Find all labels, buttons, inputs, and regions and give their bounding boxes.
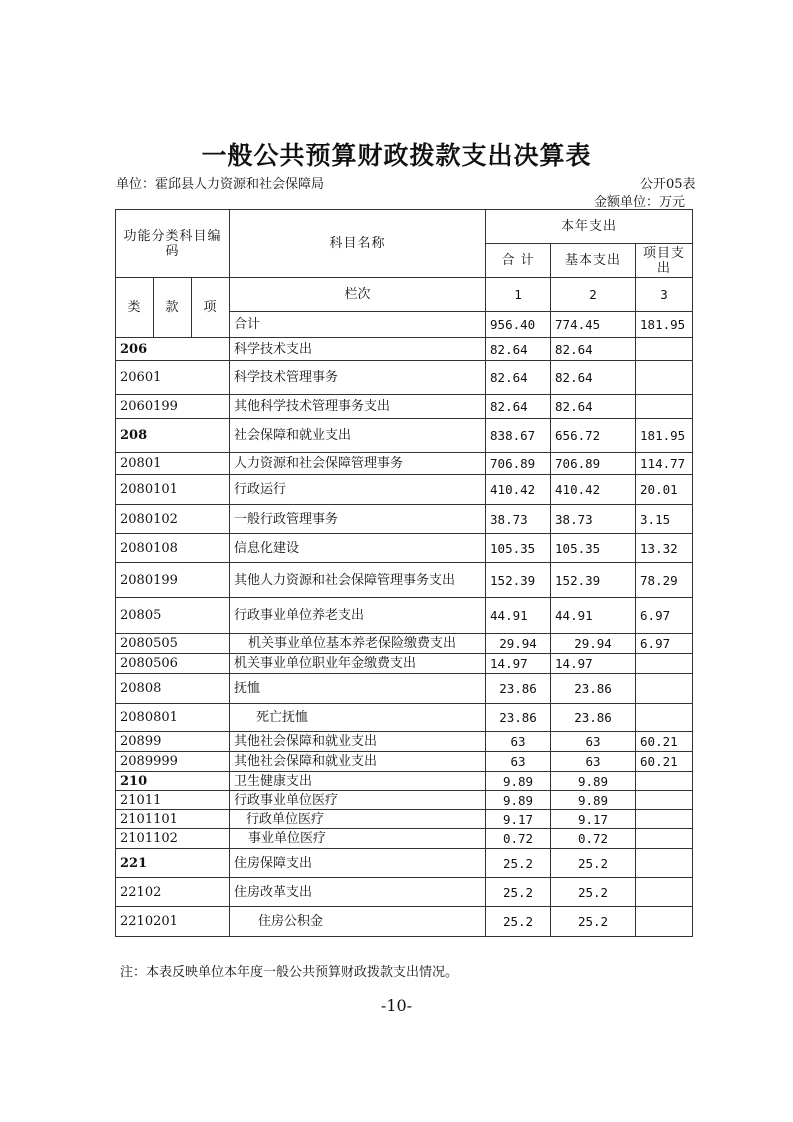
row-project [636, 772, 693, 791]
row-subject-name: 其他人力资源和社会保障管理事务支出 [230, 563, 486, 598]
row-code: 22102 [116, 878, 230, 907]
row-basic: 23.86 [551, 704, 636, 732]
summary-project: 181.95 [636, 312, 693, 338]
row-project: 60.21 [636, 732, 693, 752]
row-project: 13.32 [636, 534, 693, 563]
row-subject-name: 住房公积金 [230, 907, 486, 937]
row-total: 38.73 [486, 505, 551, 534]
row-project: 181.95 [636, 419, 693, 453]
table-row [116, 791, 693, 810]
row-total: 152.39 [486, 563, 551, 598]
row-code: 20801 [116, 453, 230, 475]
table-row [116, 849, 693, 878]
row-code: 2080102 [116, 505, 230, 534]
row-code: 221 [116, 849, 230, 878]
header-total: 合 计 [486, 244, 551, 278]
row-total: 25.2 [486, 878, 551, 907]
row-basic: 656.72 [551, 419, 636, 453]
row-total: 14.97 [486, 654, 551, 674]
row-basic: 9.17 [551, 810, 636, 829]
row-total: 63 [486, 732, 551, 752]
row-subject-name: 行政运行 [230, 475, 486, 505]
row-code: 2080505 [116, 634, 230, 654]
row-project [636, 829, 693, 849]
table-note: 注：本表反映单位本年度一般公共预算财政拨款支出情况。 [120, 965, 459, 980]
header-col3: 3 [636, 278, 693, 312]
row-subject-name: 社会保障和就业支出 [230, 419, 486, 453]
row-total: 410.42 [486, 475, 551, 505]
header-lei: 类 [116, 278, 154, 338]
row-subject-name: 机关事业单位基本养老保险缴费支出 [230, 634, 486, 654]
row-basic: 25.2 [551, 907, 636, 937]
row-code: 208 [116, 419, 230, 453]
table-row [116, 654, 693, 674]
row-project [636, 338, 693, 361]
row-total: 9.89 [486, 772, 551, 791]
row-code: 2080801 [116, 704, 230, 732]
row-total: 25.2 [486, 849, 551, 878]
row-code: 2210201 [116, 907, 230, 937]
page-title: 一般公共预算财政拨款支出决算表 [201, 141, 592, 170]
table-row [116, 534, 693, 563]
table-row [116, 634, 693, 654]
header-subject-name: 科目名称 [230, 210, 486, 278]
table-row [116, 453, 693, 475]
row-basic: 9.89 [551, 791, 636, 810]
table-row [116, 395, 693, 419]
header-code-group: 功能分类科目编码 [116, 210, 230, 278]
row-subject-name: 其他社会保障和就业支出 [230, 752, 486, 772]
form-number: 公开05表 [640, 177, 696, 192]
row-basic: 25.2 [551, 878, 636, 907]
row-project: 78.29 [636, 563, 693, 598]
row-subject-name: 抚恤 [230, 674, 486, 704]
row-basic: 105.35 [551, 534, 636, 563]
row-subject-name: 行政事业单位医疗 [230, 791, 486, 810]
row-subject-name: 住房保障支出 [230, 849, 486, 878]
row-basic: 38.73 [551, 505, 636, 534]
page-number: -10- [380, 996, 413, 1015]
row-subject-name: 科学技术支出 [230, 338, 486, 361]
row-subject-name: 事业单位医疗 [230, 829, 486, 849]
table-row [116, 563, 693, 598]
amount-unit: 金额单位：万元 [594, 195, 686, 210]
header-column-index: 栏次 [230, 278, 486, 312]
row-code: 20601 [116, 361, 230, 395]
row-basic: 29.94 [551, 634, 636, 654]
row-project: 60.21 [636, 752, 693, 772]
row-project [636, 878, 693, 907]
summary-total: 956.40 [486, 312, 551, 338]
row-project: 6.97 [636, 598, 693, 634]
header-project: 项目支出 [636, 244, 693, 278]
table-row [116, 704, 693, 732]
row-basic: 9.89 [551, 772, 636, 791]
table-row [116, 829, 693, 849]
row-subject-name: 信息化建设 [230, 534, 486, 563]
row-subject-name: 科学技术管理事务 [230, 361, 486, 395]
row-total: 82.64 [486, 395, 551, 419]
row-project [636, 791, 693, 810]
table-row [116, 475, 693, 505]
row-project [636, 907, 693, 937]
row-basic: 44.91 [551, 598, 636, 634]
row-project [636, 654, 693, 674]
header-current-year: 本年支出 [486, 210, 693, 244]
row-total: 82.64 [486, 338, 551, 361]
row-basic: 25.2 [551, 849, 636, 878]
header-col2: 2 [551, 278, 636, 312]
header-kuan: 款 [154, 278, 192, 338]
row-code: 20805 [116, 598, 230, 634]
row-code: 20808 [116, 674, 230, 704]
summary-label: 合计 [230, 312, 486, 338]
table-row [116, 752, 693, 772]
row-basic: 63 [551, 732, 636, 752]
table-row [116, 598, 693, 634]
table-row [116, 878, 693, 907]
row-total: 23.86 [486, 704, 551, 732]
row-code: 2080101 [116, 475, 230, 505]
table-row [116, 419, 693, 453]
row-basic: 63 [551, 752, 636, 772]
row-total: 0.72 [486, 829, 551, 849]
row-code: 2080199 [116, 563, 230, 598]
table-row [116, 732, 693, 752]
row-subject-name: 卫生健康支出 [230, 772, 486, 791]
row-total: 706.89 [486, 453, 551, 475]
row-total: 105.35 [486, 534, 551, 563]
row-code: 21011 [116, 791, 230, 810]
row-project: 20.01 [636, 475, 693, 505]
row-subject-name: 死亡抚恤 [230, 704, 486, 732]
table-row [116, 361, 693, 395]
table-row [116, 674, 693, 704]
table-row [116, 907, 693, 937]
row-basic: 706.89 [551, 453, 636, 475]
table-row [116, 772, 693, 791]
row-project [636, 395, 693, 419]
row-total: 82.64 [486, 361, 551, 395]
header-xiang: 项 [192, 278, 230, 338]
row-total: 25.2 [486, 907, 551, 937]
table-row [116, 338, 693, 361]
row-code: 2080108 [116, 534, 230, 563]
row-total: 29.94 [486, 634, 551, 654]
row-code: 210 [116, 772, 230, 791]
row-basic: 14.97 [551, 654, 636, 674]
row-total: 63 [486, 752, 551, 772]
row-subject-name: 其他社会保障和就业支出 [230, 732, 486, 752]
row-subject-name: 行政单位医疗 [230, 810, 486, 829]
row-basic: 152.39 [551, 563, 636, 598]
expenditure-table [115, 209, 693, 937]
summary-basic: 774.45 [551, 312, 636, 338]
row-subject-name: 人力资源和社会保障管理事务 [230, 453, 486, 475]
row-basic: 23.86 [551, 674, 636, 704]
row-subject-name: 行政事业单位养老支出 [230, 598, 486, 634]
header-basic: 基本支出 [551, 244, 636, 278]
row-code: 2080506 [116, 654, 230, 674]
row-code: 206 [116, 338, 230, 361]
table-row [116, 810, 693, 829]
row-total: 44.91 [486, 598, 551, 634]
row-subject-name: 机关事业单位职业年金缴费支出 [230, 654, 486, 674]
header-col1: 1 [486, 278, 551, 312]
row-project [636, 810, 693, 829]
row-project [636, 361, 693, 395]
row-code: 2089999 [116, 752, 230, 772]
row-total: 23.86 [486, 674, 551, 704]
row-project: 3.15 [636, 505, 693, 534]
row-code: 2060199 [116, 395, 230, 419]
row-basic: 82.64 [551, 361, 636, 395]
row-total: 9.89 [486, 791, 551, 810]
row-subject-name: 其他科学技术管理事务支出 [230, 395, 486, 419]
row-basic: 82.64 [551, 338, 636, 361]
row-project: 6.97 [636, 634, 693, 654]
row-basic: 82.64 [551, 395, 636, 419]
row-basic: 0.72 [551, 829, 636, 849]
row-project [636, 704, 693, 732]
row-basic: 410.42 [551, 475, 636, 505]
row-subject-name: 住房改革支出 [230, 878, 486, 907]
row-project [636, 674, 693, 704]
table-row [116, 505, 693, 534]
row-total: 838.67 [486, 419, 551, 453]
row-code: 2101101 [116, 810, 230, 829]
row-code: 20899 [116, 732, 230, 752]
row-code: 2101102 [116, 829, 230, 849]
row-subject-name: 一般行政管理事务 [230, 505, 486, 534]
row-total: 9.17 [486, 810, 551, 829]
unit-label: 单位：霍邱县人力资源和社会保障局 [116, 177, 325, 192]
row-project [636, 849, 693, 878]
row-project: 114.77 [636, 453, 693, 475]
